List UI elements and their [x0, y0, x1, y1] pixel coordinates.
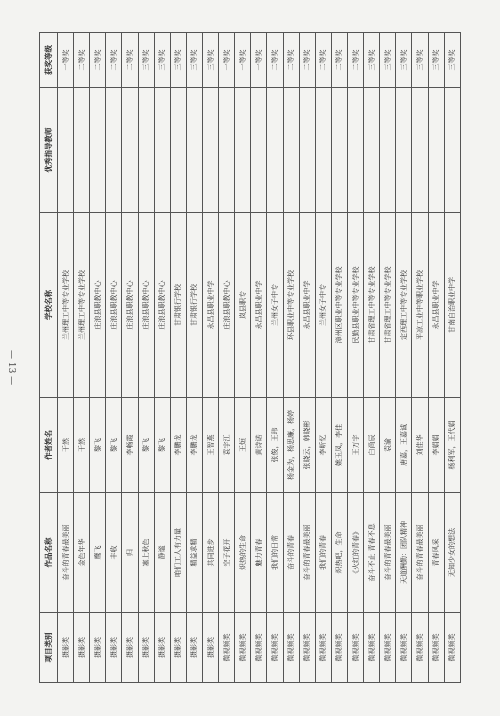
cell-advisor	[380, 88, 396, 213]
cell-category: 微视频类	[315, 613, 331, 683]
cell-author: 刘佳华	[412, 398, 428, 493]
cell-school: 永昌县职业中学	[202, 213, 218, 398]
cell-school: 甘肃省理工中等专业学校	[364, 213, 380, 398]
cell-work-title: 奋斗不止 青春不息	[364, 493, 380, 613]
table-row	[122, 33, 138, 683]
cell-category: 微视频类	[380, 613, 396, 683]
cell-category: 微视频类	[412, 613, 428, 683]
cell-author: 干然	[58, 398, 74, 493]
cell-author: 李鹏龙	[170, 398, 186, 493]
header-work-title: 作品名称	[40, 493, 58, 613]
cell-author: 黎飞	[138, 398, 154, 493]
cell-advisor	[106, 88, 122, 213]
cell-award-level: 三等奖	[412, 33, 428, 88]
cell-school: 定西理工中等专业学校	[396, 213, 412, 398]
cell-author: 李畅霞	[122, 398, 138, 493]
cell-school: 兰州女子中专	[315, 213, 331, 398]
cell-school: 永昌县职业中学	[428, 213, 444, 398]
cell-advisor	[202, 88, 218, 213]
table-body	[58, 33, 461, 683]
cell-author: 王烜	[235, 398, 251, 493]
cell-award-level: 二等奖	[347, 33, 363, 88]
cell-award-level: 二等奖	[283, 33, 299, 88]
cell-advisor	[299, 88, 315, 213]
cell-work-title: 精益求精	[186, 493, 202, 613]
cell-category: 微视频类	[364, 613, 380, 683]
cell-work-title: 丰收	[106, 493, 122, 613]
cell-work-title: 青春风采	[428, 493, 444, 613]
cell-advisor	[170, 88, 186, 213]
cell-category: 微视频类	[331, 613, 347, 683]
cell-school: 庄浪县职教中心	[154, 213, 170, 398]
award-table	[39, 32, 461, 683]
cell-school: 甘肃银行学校	[170, 213, 186, 398]
cell-category: 微视频类	[283, 613, 299, 683]
header-category: 项目类别	[40, 613, 58, 683]
cell-author: 黎飞	[106, 398, 122, 493]
header-author: 作者姓名	[40, 398, 58, 493]
cell-category: 微视频类	[444, 613, 460, 683]
header-advisor: 优秀指导教师	[40, 88, 58, 213]
cell-author: 李鹏龙	[186, 398, 202, 493]
cell-award-level: 二等奖	[315, 33, 331, 88]
award-table-sheet	[39, 33, 461, 683]
cell-work-title: 奋斗的青春最美丽	[299, 493, 315, 613]
table-row	[170, 33, 186, 683]
cell-author: 唐嘉，王嘉诚	[396, 398, 412, 493]
cell-award-level: 一等奖	[219, 33, 235, 88]
cell-advisor	[219, 88, 235, 213]
cell-category: 摄影类	[90, 613, 106, 683]
cell-school: 甘肃省理工中等专业学校	[380, 213, 396, 398]
cell-advisor	[283, 88, 299, 213]
cell-award-level: 二等奖	[331, 33, 347, 88]
cell-advisor	[412, 88, 428, 213]
table-row	[283, 33, 299, 683]
cell-category: 微视频类	[299, 613, 315, 683]
cell-advisor	[444, 88, 460, 213]
cell-award-level: 一等奖	[251, 33, 267, 88]
table-row	[235, 33, 251, 683]
cell-work-title: 奋斗的青春	[283, 493, 299, 613]
cell-school: 庄浪县职教中心	[90, 213, 106, 398]
cell-category: 摄影类	[74, 613, 90, 683]
cell-category: 微视频类	[219, 613, 235, 683]
cell-advisor	[251, 88, 267, 213]
cell-advisor	[364, 88, 380, 213]
table-row	[251, 33, 267, 683]
table-row	[444, 33, 460, 683]
cell-category: 摄影类	[58, 613, 74, 683]
cell-advisor	[90, 88, 106, 213]
cell-work-title: 天道酬勤：团队精神	[396, 493, 412, 613]
cell-category: 摄影类	[186, 613, 202, 683]
cell-award-level: 三等奖	[396, 33, 412, 88]
cell-work-title: 静谧	[154, 493, 170, 613]
cell-award-level: 二等奖	[267, 33, 283, 88]
cell-author: 杨金为，杨思廉，杨婷	[283, 398, 299, 493]
cell-school: 民勤县职业中等专业学校	[347, 213, 363, 398]
table-row	[58, 33, 74, 683]
cell-advisor	[347, 88, 363, 213]
table-row	[396, 33, 412, 683]
table-row	[219, 33, 235, 683]
cell-category: 微视频类	[251, 613, 267, 683]
cell-author: 黎飞	[90, 398, 106, 493]
cell-author: 李娟娟	[428, 398, 444, 493]
cell-award-level: 二等奖	[122, 33, 138, 88]
cell-category: 摄影类	[170, 613, 186, 683]
cell-category: 摄影类	[138, 613, 154, 683]
cell-award-level: 三等奖	[170, 33, 186, 88]
cell-category: 微视频类	[428, 613, 444, 683]
table-row	[106, 33, 122, 683]
table-header-row	[40, 33, 58, 683]
cell-award-level: 三等奖	[186, 33, 202, 88]
cell-work-title: 《火红的青春》	[347, 493, 363, 613]
cell-advisor	[428, 88, 444, 213]
cell-award-level: 三等奖	[138, 33, 154, 88]
table-row	[186, 33, 202, 683]
cell-advisor	[235, 88, 251, 213]
cell-work-title: 无知少女的想法	[444, 493, 460, 613]
cell-author: 张俊，王玮	[267, 398, 283, 493]
cell-author: 杨利军，王代娟	[444, 398, 460, 493]
cell-work-title: 魅力青春	[251, 493, 267, 613]
cell-school: 兰州理工中等专业学校	[58, 213, 74, 398]
cell-advisor	[138, 88, 154, 213]
cell-work-title: 炽热的生命	[235, 493, 251, 613]
table-row	[412, 33, 428, 683]
cell-school: 庄浪县职教中心	[138, 213, 154, 398]
cell-school: 甘肃银行学校	[186, 213, 202, 398]
cell-award-level: 三等奖	[444, 33, 460, 88]
cell-author: 干然	[74, 398, 90, 493]
cell-school: 庄浪县职教中心	[122, 213, 138, 398]
cell-advisor	[74, 88, 90, 213]
page-number: — 13 —	[6, 350, 16, 386]
cell-award-level: 三等奖	[428, 33, 444, 88]
cell-school: 永昌县职业中学	[251, 213, 267, 398]
cell-award-level: 三等奖	[364, 33, 380, 88]
cell-category: 微视频类	[396, 613, 412, 683]
cell-school: 兰州理工中等专业学校	[74, 213, 90, 398]
cell-author: 王万宇	[347, 398, 363, 493]
table-row	[202, 33, 218, 683]
cell-author: 张晓云，韩晓彬	[299, 398, 315, 493]
cell-work-title: 我们的青春	[315, 493, 331, 613]
table-row	[74, 33, 90, 683]
table-row	[364, 33, 380, 683]
cell-author: 王智燕	[202, 398, 218, 493]
cell-work-title: 归	[122, 493, 138, 613]
cell-work-title: 共同进步	[202, 493, 218, 613]
cell-advisor	[122, 88, 138, 213]
cell-category: 摄影类	[106, 613, 122, 683]
cell-award-level: 一等奖	[235, 33, 251, 88]
cell-school: 兰州女子中专	[267, 213, 283, 398]
cell-advisor	[154, 88, 170, 213]
cell-advisor	[267, 88, 283, 213]
cell-school: 漳州区职业中等专业学校	[331, 213, 347, 398]
cell-school: 庄浪县职教中心	[219, 213, 235, 398]
cell-work-title: 金色年华	[74, 493, 90, 613]
cell-author: 袁宇江	[219, 398, 235, 493]
cell-award-level: 二等奖	[106, 33, 122, 88]
cell-advisor	[396, 88, 412, 213]
cell-award-level: 一等奖	[58, 33, 74, 88]
cell-category: 摄影类	[202, 613, 218, 683]
header-school: 学校名称	[40, 213, 58, 398]
cell-work-title: 奋斗的青春最美丽	[380, 493, 396, 613]
table-row	[315, 33, 331, 683]
table-row	[331, 33, 347, 683]
cell-category: 微视频类	[267, 613, 283, 683]
header-award-level: 获奖等级	[40, 33, 58, 88]
cell-advisor	[186, 88, 202, 213]
cell-award-level: 三等奖	[202, 33, 218, 88]
cell-work-title: 我们的日常	[267, 493, 283, 613]
cell-author: 袁渝	[380, 398, 396, 493]
cell-category: 微视频类	[347, 613, 363, 683]
cell-school: 永昌县职业中学	[299, 213, 315, 398]
table-row	[90, 33, 106, 683]
cell-school: 平凉工业中等职业学校	[412, 213, 428, 398]
cell-advisor	[58, 88, 74, 213]
table-row	[267, 33, 283, 683]
cell-award-level: 二等奖	[74, 33, 90, 88]
cell-school: 环县职业中等专业学校	[283, 213, 299, 398]
cell-work-title: 奋斗的青春最美丽	[58, 493, 74, 613]
cell-author: 黄诗诺	[251, 398, 267, 493]
cell-category: 微视频类	[235, 613, 251, 683]
cell-work-title: 空子花开	[219, 493, 235, 613]
cell-award-level: 二等奖	[299, 33, 315, 88]
cell-category: 摄影类	[154, 613, 170, 683]
cell-advisor	[315, 88, 331, 213]
table-row	[154, 33, 170, 683]
cell-school: 庄浪县职教中心	[106, 213, 122, 398]
cell-school: 岚县职专	[235, 213, 251, 398]
cell-work-title: 鹰飞	[90, 493, 106, 613]
cell-award-level: 二等奖	[90, 33, 106, 88]
cell-work-title: 奋斗的青春最美丽	[412, 493, 428, 613]
cell-author: 李昕忆	[315, 398, 331, 493]
table-row	[428, 33, 444, 683]
table-row	[380, 33, 396, 683]
table-row	[347, 33, 363, 683]
cell-author: 黎飞	[154, 398, 170, 493]
cell-category: 摄影类	[122, 613, 138, 683]
table-row	[299, 33, 315, 683]
cell-work-title: 塞上秋色	[138, 493, 154, 613]
table-row	[138, 33, 154, 683]
cell-award-level: 三等奖	[380, 33, 396, 88]
cell-author: 姚玉凤，李佳	[331, 398, 347, 493]
cell-school: 甘南自治职业中学	[444, 213, 460, 398]
cell-advisor	[331, 88, 347, 213]
cell-work-title: 炽热吧，生命	[331, 493, 347, 613]
cell-work-title: 咱们工人有力量	[170, 493, 186, 613]
cell-award-level: 三等奖	[154, 33, 170, 88]
cell-author: 白尚辰	[364, 398, 380, 493]
